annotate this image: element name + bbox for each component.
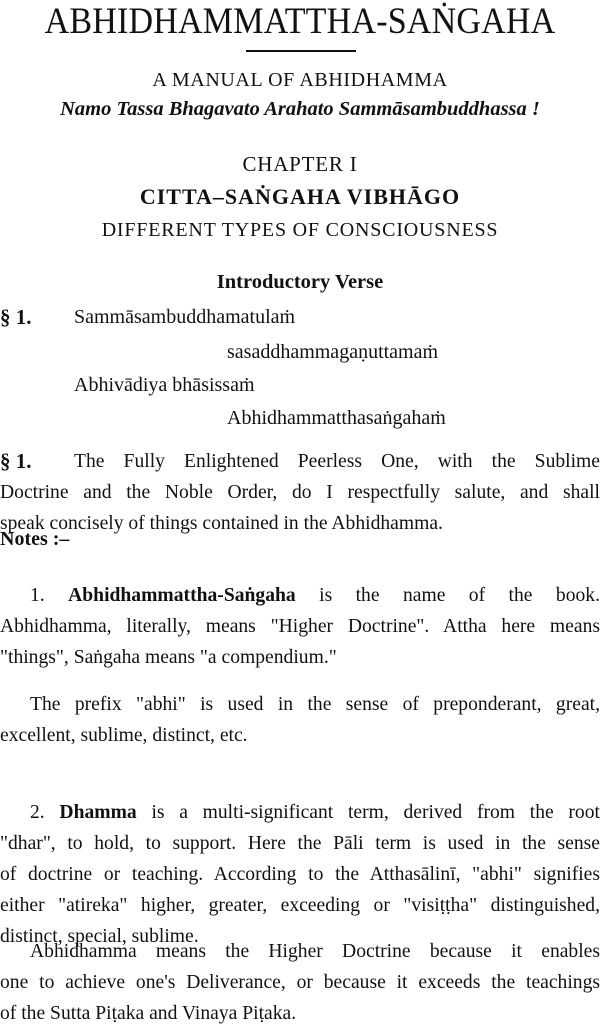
text-line: "things", Saṅgaha means "a compendium." [0,647,337,668]
note-number: 1. [30,585,45,606]
text-line: Abhidhamma means the Higher Doctrine because it enables [30,941,600,962]
note-text: is a multi-significant term, derived from the root [151,802,600,823]
text-line: "dhar", to hold, to support. Here the Pāli term is used in the sense [0,833,600,854]
note-2b-paragraph [0,936,600,1029]
invocation: Namo Tassa Bhagavato Arahato Sammāsambuddhassa ! [60,98,540,120]
text-line: Doctrine and the Noble Order, do I respectfully salute, and shall [0,482,600,503]
note-1b-paragraph [0,689,600,751]
text-line: one to achieve one's Deliverance, or because it exceeds the teachings [0,972,600,993]
title-underline [246,50,356,52]
note-term: Abhidhammattha-Saṅgaha [68,585,296,606]
verse-line: Abhivādiya bhāsissaṁ [74,374,255,396]
text-line: Abhidhamma, literally, means "Higher Doctrine". Attha here means [0,616,600,637]
verse-heading: Introductory Verse [216,271,384,293]
note-term: Dhamma [59,802,137,823]
chapter-description: DIFFERENT TYPES OF CONSCIOUSNESS [101,219,499,241]
text-line: speak concisely of things contained in the Abhidhamma. [0,513,443,534]
note-1-paragraph [0,580,600,673]
verse-line: Sammāsambuddhamatulaṁ [74,306,296,328]
text-line: The prefix "abhi" is used in the sense of preponderant, great, [30,694,600,715]
chapter-number: CHAPTER I [242,152,358,176]
text-line: either "atireka" higher, greater, exceeding or "visiṭṭha" distinguished, [0,895,600,916]
translation-paragraph [0,446,600,539]
verse-line: sasaddhammagaṇuttamaṁ [227,341,439,363]
verse-section-mark: § 1. [0,305,32,329]
text-line: distinct, special, sublime. [0,926,199,947]
note-text: is the name of the book. [319,585,600,606]
text-line [0,580,600,611]
text-line: The Fully Enlightened Peerless One, with the Sublime [74,451,600,472]
book-subtitle: A MANUAL OF ABHIDHAMMA [152,69,448,91]
verse-line: Abhidhammatthasaṅgahaṁ [227,407,446,429]
note-number: 2. [30,802,45,823]
text-line: excellent, sublime, distinct, etc. [0,725,248,746]
book-title: ABHIDHAMMATTHA-SAṄGAHA [44,1,556,42]
note-2-paragraph [0,797,600,952]
chapter-name: CITTA–SAṄGAHA VIBHĀGO [139,184,461,209]
notes-heading: Notes :– [0,528,70,550]
text-line: of the Sutta Piṭaka and Vinaya Piṭaka. [0,1003,297,1024]
translation-section-mark: § 1. [0,449,32,473]
text-line [0,797,600,828]
text-line: of doctrine or teaching. According to the Atthasālinī, "abhi" signifies [0,864,600,885]
